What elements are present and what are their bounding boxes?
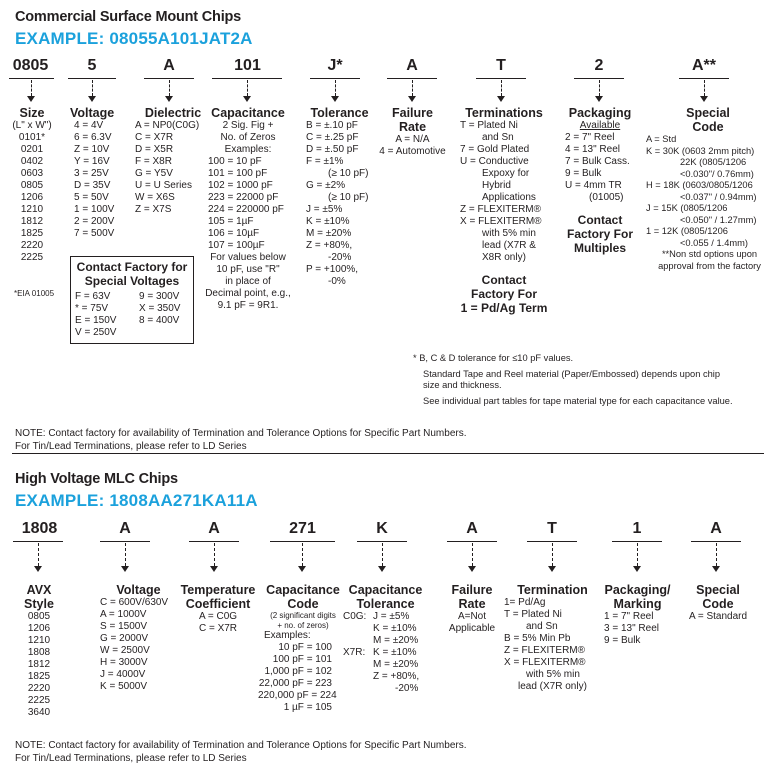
- size-item: 2220: [20, 240, 44, 251]
- code-voltage-hv: A: [119, 520, 131, 537]
- termination-hv-column: [500, 583, 605, 693]
- tolerance-item: (≥ 10 pF): [328, 168, 369, 179]
- tolerance-hv-item: Z = +80%,: [373, 671, 420, 682]
- packaging-hv-heading-2: Marking: [613, 597, 662, 611]
- code-failure-hv: A: [466, 520, 478, 537]
- termination-item: Z = FLEXITERM®: [460, 204, 541, 215]
- tolerance-item: D = ±.50 pF: [306, 144, 359, 155]
- avx-style-item: 1210: [27, 635, 51, 646]
- special-voltage-item: [139, 327, 193, 339]
- special-voltages-box: [70, 256, 194, 344]
- capacitance-column: [202, 106, 294, 312]
- avx-style-item: 1206: [27, 623, 51, 634]
- voltage-hv-item: A = 1000V: [100, 609, 147, 620]
- capacitance-code-note: + no. of zeros): [277, 620, 329, 630]
- failure-rate-hv-item: A=Not: [457, 611, 487, 622]
- tolerance-hv-item: K = ±10%: [373, 647, 417, 658]
- section1-example: EXAMPLE: 08055A101JAT2A: [15, 29, 253, 48]
- tolerance-hv-item: -20%: [395, 683, 419, 694]
- size-item: 2225: [20, 252, 44, 263]
- section2-example: EXAMPLE: 1808AA271KA11A: [15, 491, 258, 510]
- section2-title: High Voltage MLC Chips: [15, 471, 178, 487]
- capacitance-code-item: 220,000 pF = 224: [258, 690, 337, 701]
- section2-note-line: NOTE: Contact factory for availability of Termination and Tolerance Options for Specific Part Numbers.: [15, 740, 467, 751]
- capacitance-heading: Capacitance: [211, 106, 285, 120]
- section2-note-line: For Tin/Lead Terminations, please refer to LD Series: [15, 753, 247, 764]
- code-packaging-hv: 1: [632, 520, 642, 537]
- special-hv-column: [678, 583, 758, 623]
- size-item: 1210: [20, 204, 44, 215]
- packaging-item: 2 = 7" Reel: [565, 132, 615, 143]
- tolerance-group-c0g: C0G:: [343, 611, 367, 622]
- voltage-heading: Voltage: [70, 106, 115, 120]
- packaging-hv-item: 9 = Bulk: [604, 635, 641, 646]
- special-code-heading: Special: [686, 106, 730, 120]
- voltage-hv-column: [96, 583, 181, 693]
- tolerance-item: P = +100%,: [306, 264, 359, 275]
- capacitance-item: 100 = 10 pF: [208, 156, 262, 167]
- voltage-item: D = 35V: [74, 180, 111, 191]
- termination-item: 7 = Gold Plated: [460, 144, 530, 155]
- tolerance-hv-item: M = ±20%: [373, 659, 419, 670]
- special-code-item: **Non std options upon: [661, 249, 758, 259]
- failure-rate-hv-item: Applicable: [448, 623, 496, 634]
- code-packaging: 2: [594, 57, 604, 74]
- failure-rate-hv-column: [436, 583, 508, 635]
- packaging-hv-item: 3 = 13" Reel: [604, 623, 659, 634]
- special-hv-heading-2: Code: [702, 597, 734, 611]
- footnotes: [413, 353, 733, 407]
- avx-style-item: 1825: [27, 671, 51, 682]
- termination-item: Expoxy for: [482, 168, 530, 179]
- dielectric-item: W = X6S: [135, 192, 175, 203]
- terminations-column: [456, 106, 552, 315]
- capacitance-code-item: 1,000 pF = 102: [264, 666, 332, 677]
- temp-coeff-item: A = C0G: [198, 611, 238, 622]
- termination-hv-item: B = 5% Min Pb: [504, 633, 571, 644]
- tolerance-heading: Tolerance: [310, 106, 369, 120]
- voltage-hv-item: H = 3000V: [100, 657, 148, 668]
- voltage-hv-heading: Voltage: [116, 583, 161, 597]
- capacitance-item: No. of Zeros: [220, 132, 276, 143]
- packaging-hv-item: 1 = 7" Reel: [604, 611, 654, 622]
- special-code-item: K = 30K (0603 2mm pitch): [646, 145, 755, 156]
- dielectric-item: A = NP0(C0G): [135, 120, 200, 131]
- voltage-item: 4 = 4V: [74, 120, 104, 131]
- termination-item: and Sn: [482, 132, 514, 143]
- special-code-item: A = Std: [646, 134, 677, 144]
- capacitance-code-examples-label: Examples:: [264, 630, 311, 641]
- code-terminations: T: [496, 57, 506, 74]
- section1-note-line: For Tin/Lead Terminations, please refer to LD Series: [15, 441, 247, 452]
- capacitance-item: Decimal point, e.g.,: [205, 288, 291, 299]
- tolerance-hv-item: M = ±20%: [373, 635, 419, 646]
- packaging-item: 9 = Bulk: [565, 168, 602, 179]
- voltage-column: [70, 106, 130, 240]
- tolerance-item: J = ±5%: [306, 204, 343, 215]
- capacitance-item: 107 = 100µF: [208, 240, 265, 251]
- special-voltage-item: X = 350V: [139, 303, 181, 314]
- packaging-column: [560, 106, 640, 255]
- packaging-hv-column: [600, 583, 675, 647]
- capacitance-item: Examples:: [224, 144, 272, 155]
- tolerance-item: F = ±1%: [306, 156, 344, 167]
- packaging-item: 7 = Bulk Cass.: [565, 156, 630, 167]
- tolerance-item: Z = +80%,: [306, 240, 353, 251]
- size-item: 0101*: [18, 132, 46, 143]
- special-voltages-subtitle: Special Voltages: [84, 274, 180, 288]
- special-voltage-item: 8 = 400V: [139, 315, 180, 326]
- capacitance-item: 102 = 1000 pF: [208, 180, 273, 191]
- special-voltage-item: 9 = 300V: [139, 291, 180, 302]
- termination-hv-heading: Termination: [517, 583, 588, 597]
- dielectric-item: U = U Series: [135, 180, 192, 191]
- tolerance-item: B = ±.10 pF: [306, 120, 358, 131]
- avx-style-item: 1808: [27, 647, 51, 658]
- capacitance-item: 105 = 1µF: [208, 216, 254, 227]
- terminations-contact: Contact: [481, 273, 527, 287]
- special-code-item: 22K (0805/1206: [680, 157, 747, 167]
- termination-hv-item: T = Plated Ni: [504, 609, 562, 620]
- tolerance-item: -0%: [328, 276, 346, 287]
- termination-item: Hybrid: [482, 180, 511, 191]
- voltage-item: 3 = 25V: [74, 168, 109, 179]
- temp-coeff-column: [178, 583, 258, 635]
- special-voltages-title: Contact Factory for: [76, 260, 188, 274]
- capacitance-item: 106 = 10µF: [208, 228, 260, 239]
- capacitance-tolerance-heading-2: Tolerance: [356, 597, 415, 611]
- footnote: * B, C & D tolerance for ≤10 pF values.: [413, 353, 574, 363]
- section-divider: [12, 453, 764, 454]
- failure-rate-item: 4 = Automotive: [379, 146, 446, 157]
- special-code-item: <0.037" / 0.94mm): [680, 191, 757, 202]
- capacitance-code-item: 10 pF = 100: [278, 642, 332, 653]
- capacitance-code-heading: Capacitance: [266, 583, 340, 597]
- voltage-item: 7 = 500V: [74, 228, 115, 239]
- terminations-contact: Factory For: [470, 287, 537, 301]
- size-item: 1206: [20, 192, 44, 203]
- capacitance-code-item: 1 µF = 105: [283, 702, 332, 713]
- failure-rate-hv-heading: Failure: [451, 583, 493, 597]
- tolerance-item: (≥ 10 pF): [328, 192, 369, 203]
- failure-rate-heading: Failure: [392, 106, 433, 120]
- capacitance-code-heading-2: Code: [287, 597, 319, 611]
- special-voltage-item: E = 150V: [75, 315, 117, 326]
- size-heading: Size: [19, 106, 45, 120]
- special-code-item: J = 15K (0805/1206: [646, 203, 728, 213]
- special-code-item: <0.055 / 1.4mm): [680, 237, 748, 248]
- failure-rate-item: A = N/A: [395, 134, 430, 145]
- capacitance-item: 10 pF, use "R": [216, 264, 280, 275]
- avx-style-item: 1812: [27, 659, 51, 670]
- capacitance-code-item: 100 pF = 101: [272, 654, 332, 665]
- packaging-item: U = 4mm TR: [565, 180, 622, 191]
- tolerance-item: K = ±10%: [306, 216, 350, 227]
- special-code-item: <0.030"/ 0.76mm): [680, 168, 754, 179]
- tolerance-item: M = ±20%: [306, 228, 352, 239]
- dielectric-heading: Dielectric: [144, 106, 202, 120]
- avx-style-item: 3640: [27, 707, 51, 718]
- size-item: 0402: [20, 156, 44, 167]
- dielectric-item: D = X5R: [135, 144, 174, 155]
- packaging-contact: Factory For: [566, 227, 633, 241]
- code-tolerance-hv: K: [376, 520, 388, 537]
- voltage-hv-item: K = 5000V: [100, 681, 147, 692]
- capacitance-item: 223 = 22000 pF: [208, 192, 279, 203]
- failure-rate-heading-2: Rate: [398, 120, 427, 134]
- termination-item: X8R only): [482, 252, 526, 263]
- packaging-available: Available: [579, 120, 621, 131]
- voltage-item: 1 = 100V: [74, 204, 115, 215]
- size-item: 1812: [20, 216, 44, 227]
- size-item: 0805: [20, 180, 44, 191]
- code-avx-style: 1808: [21, 520, 58, 537]
- voltage-hv-item: S = 1500V: [100, 621, 147, 632]
- packaging-heading: Packaging: [568, 106, 632, 120]
- voltage-item: 2 = 200V: [74, 216, 115, 227]
- termination-hv-item: and Sn: [526, 621, 558, 632]
- avx-style-item: 0805: [27, 611, 51, 622]
- avx-style-item: 2220: [27, 683, 51, 694]
- terminations-heading: Terminations: [465, 106, 543, 120]
- code-tolerance: J*: [327, 57, 343, 74]
- code-failure-rate: A: [406, 57, 418, 74]
- code-special-hv: A: [710, 520, 722, 537]
- dielectric-item: Z = X7S: [135, 204, 172, 215]
- termination-hv-item: Z = FLEXITERM®: [504, 645, 585, 656]
- capacitance-item: For values below: [210, 252, 286, 263]
- termination-item: Applications: [482, 192, 536, 203]
- packaging-contact: Multiples: [573, 241, 626, 255]
- voltage-item: 6 = 6.3V: [74, 132, 112, 143]
- tolerance-column: [302, 106, 377, 288]
- section1-note: [15, 427, 467, 453]
- capacitance-item: in place of: [225, 276, 271, 287]
- code-capacitance: 101: [234, 57, 261, 74]
- termination-item: lead (X7R &: [482, 240, 536, 251]
- capacitance-tolerance-heading: Capacitance: [348, 583, 423, 597]
- capacitance-code-item: 22,000 pF = 223: [258, 678, 332, 689]
- special-hv-item: A = Standard: [688, 611, 748, 622]
- avx-style-column: [14, 583, 64, 719]
- size-item: 0603: [20, 168, 44, 179]
- packaging-contact: Contact: [577, 213, 623, 227]
- avx-style-item: 2225: [27, 695, 51, 706]
- special-voltage-item: V = 250V: [75, 327, 117, 338]
- code-voltage: 5: [87, 57, 97, 74]
- voltage-item: 5 = 50V: [74, 192, 109, 203]
- special-voltage-item: * = 75V: [75, 303, 109, 314]
- voltage-item: Z = 10V: [74, 144, 110, 155]
- tolerance-hv-item: J = ±5%: [373, 611, 410, 622]
- dielectric-item: G = Y5V: [135, 168, 173, 179]
- termination-hv-item: with 5% min: [526, 669, 580, 680]
- termination-item: with 5% min: [482, 228, 536, 239]
- size-item: 1825: [20, 228, 44, 239]
- special-code-heading-2: Code: [692, 120, 724, 134]
- tolerance-item: C = ±.25 pF: [306, 132, 359, 143]
- special-code-item: approval from the factory: [658, 260, 761, 271]
- special-code-column: [643, 106, 773, 272]
- code-special: A**: [691, 57, 716, 74]
- tolerance-hv-item: K = ±10%: [373, 623, 417, 634]
- failure-rate-column: [375, 106, 450, 158]
- section1-title: Commercial Surface Mount Chips: [15, 9, 242, 25]
- termination-hv-item: X = FLEXITERM®: [504, 657, 586, 668]
- voltage-hv-item: C = 600V/630V: [100, 597, 169, 608]
- code-capacitance-hv: 271: [289, 520, 316, 537]
- special-hv-heading: Special: [696, 583, 740, 597]
- footnote: size and thickness.: [423, 380, 502, 390]
- size-item: 0201: [20, 144, 44, 155]
- capacitance-code-column: [258, 583, 348, 714]
- capacitance-item: 9.1 pF = 9R1.: [217, 300, 279, 311]
- avx-style-heading: AVX: [26, 583, 52, 597]
- code-termination-hv: T: [547, 520, 557, 537]
- packaging-item: 4 = 13" Reel: [565, 144, 620, 155]
- footnote: See individual part tables for tape material type for each capacitance value.: [423, 395, 733, 406]
- code-size: 0805: [12, 57, 49, 74]
- termination-item: T = Plated Ni: [460, 120, 518, 131]
- footnote: Standard Tape and Reel material (Paper/Embossed) depends upon chip: [423, 368, 721, 379]
- section2-note: [15, 739, 467, 765]
- capacitance-item: 101 = 100 pF: [208, 168, 268, 179]
- termination-hv-item: 1= Pd/Ag: [504, 597, 546, 608]
- tolerance-item: -20%: [328, 252, 352, 263]
- special-code-item: 1 = 12K (0805/1206: [646, 226, 728, 236]
- failure-rate-hv-heading-2: Rate: [458, 597, 486, 611]
- temp-coeff-heading: Temperature: [180, 583, 256, 597]
- terminations-contact: 1 = Pd/Ag Term: [460, 301, 548, 315]
- capacitance-code-note: (2 significant digits: [270, 611, 336, 620]
- termination-hv-item: lead (X7R only): [518, 681, 587, 692]
- special-code-item: <0.050" / 1.27mm): [680, 214, 757, 225]
- packaging-hv-heading: Packaging/: [604, 583, 671, 597]
- termination-item: X = FLEXITERM®: [460, 216, 542, 227]
- capacitance-item: 224 = 220000 pF: [208, 204, 284, 215]
- dielectric-item: F = X8R: [135, 156, 172, 167]
- temp-coeff-item: C = X7R: [198, 623, 238, 634]
- size-subheading: (L" x W"): [12, 120, 52, 131]
- packaging-item: (01005): [589, 192, 624, 203]
- code-dielectric: A: [163, 57, 175, 74]
- voltage-hv-item: J = 4000V: [100, 669, 146, 680]
- voltage-hv-item: W = 2500V: [100, 645, 150, 656]
- voltage-hv-item: G = 2000V: [100, 633, 149, 644]
- special-code-item: H = 18K (0603/0805/1206: [646, 180, 753, 190]
- avx-style-heading-2: Style: [24, 597, 54, 611]
- tolerance-group-x7r: X7R:: [343, 647, 366, 658]
- dielectric-item: C = X7R: [135, 132, 174, 143]
- code-temp-coeff: A: [208, 520, 220, 537]
- tolerance-item: G = ±2%: [306, 180, 346, 191]
- dielectric-column: [133, 106, 213, 216]
- special-voltage-item: F = 63V: [75, 291, 111, 302]
- termination-item: U = Conductive: [460, 156, 529, 167]
- capacitance-tolerance-column: [343, 583, 428, 695]
- size-column: [8, 106, 56, 264]
- eia-note: *EIA 01005: [14, 289, 55, 298]
- voltage-item: Y = 16V: [74, 156, 110, 167]
- section1-note-line: NOTE: Contact factory for availability of Termination and Tolerance Options for Specific Part Numbers.: [15, 428, 467, 439]
- temp-coeff-heading-2: Coefficient: [185, 597, 251, 611]
- capacitance-item: 2 Sig. Fig +: [222, 120, 274, 131]
